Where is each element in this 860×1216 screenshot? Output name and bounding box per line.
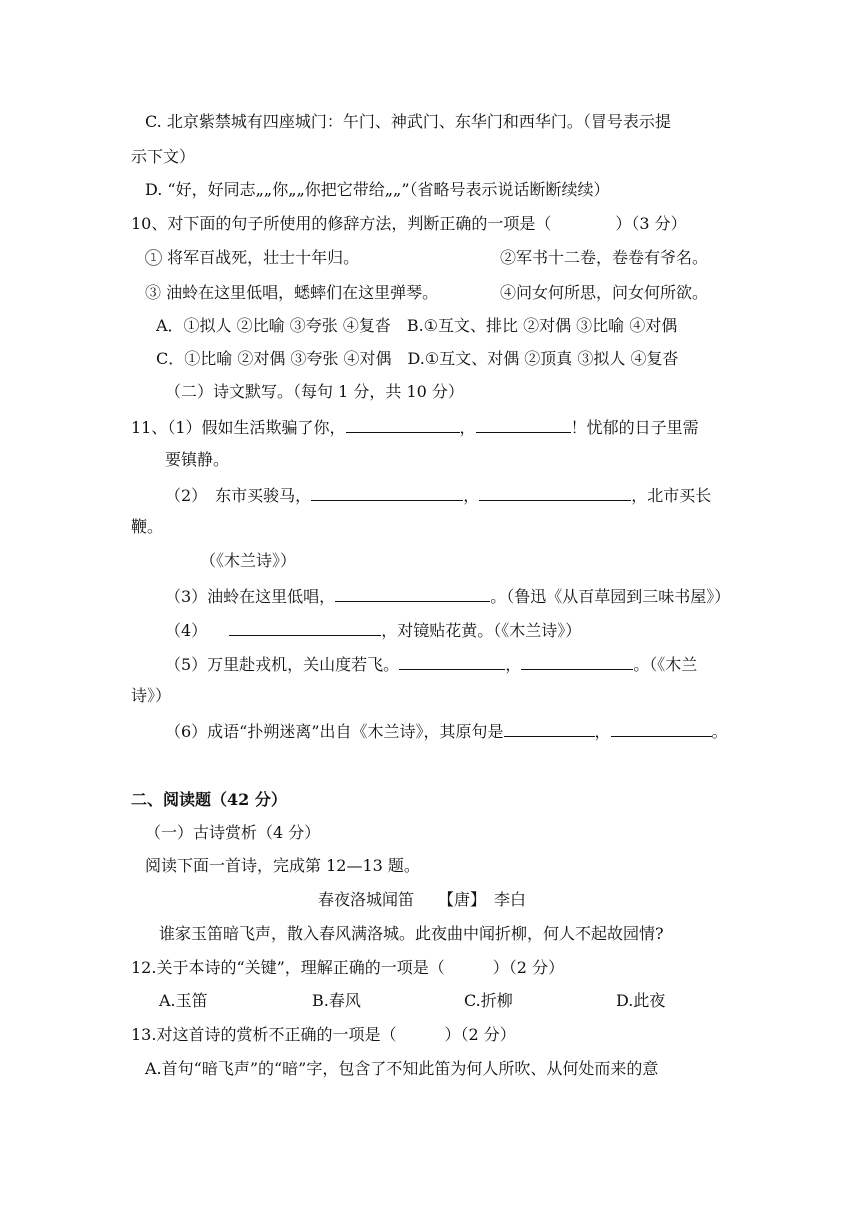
- q9-option-c-line2: 示下文）: [131, 147, 196, 166]
- q11-item-1-cont: 要镇静。: [165, 450, 230, 469]
- q10-sentence-3: ③ 油蛉在这里低唱，蟋蟀们在这里弹琴。: [145, 283, 439, 302]
- q10-sentence-1: [145, 247, 359, 269]
- answer-blank[interactable]: [399, 652, 505, 670]
- q9-option-c-line1: C. 北京紫禁城有四座城门：午门、神武门、东华门和西华门。（冒号表示提: [145, 112, 671, 131]
- q11-2-text: （2） 东市买骏马，: [165, 486, 312, 505]
- answer-blank[interactable]: [504, 719, 595, 737]
- q11-1-tail: ！忧郁的日子里需: [570, 418, 699, 437]
- poem-title: 春夜洛城闻笛 【唐】 李白: [318, 890, 527, 909]
- q13-option-a: A.首句“暗飞声”的“暗”字，包含了不知此笛为何人所吹、从何处而来的意: [145, 1059, 659, 1078]
- reading-intro: 阅读下面一首诗，完成第 12—13 题。: [145, 856, 420, 875]
- q11-6-text: （6）成语“扑朔迷离”出自《木兰诗》，其原句是: [165, 722, 504, 741]
- comma: ，: [459, 418, 476, 437]
- q10-sentence-1-text: 将军百战死，壮士十年归。: [167, 248, 360, 267]
- comma: ，: [463, 486, 480, 505]
- q12-stem: 12.关于本诗的“关键”，理解正确的一项是（ ）（2 分）: [131, 958, 565, 977]
- answer-blank[interactable]: [521, 652, 633, 670]
- q11-3-tail: 。（鲁迅《从百草园到三味书屋》）: [490, 587, 731, 606]
- answer-blank[interactable]: [611, 719, 712, 737]
- q11-5-tail: 。（《木兰: [633, 655, 698, 674]
- q11-4-tail: ，对镜贴花黄。（《木兰诗》）: [381, 621, 582, 640]
- q11-3-text: （3）油蛉在这里低唱，: [165, 587, 336, 606]
- q11-item-5-cont: 诗》）: [131, 686, 172, 705]
- q11-item-4: [165, 618, 581, 642]
- q11-item-1: [131, 415, 699, 439]
- q10-options-ab: A．①拟人 ②比喻 ③夸张 ④复沓 B.①互文、排比 ②对偶 ③比喻 ④对偶: [156, 316, 678, 335]
- answer-blank[interactable]: [229, 618, 381, 636]
- q10-options-cd: C．①比喻 ②对偶 ③夸张 ④对偶 D.①互文、对偶 ②顶真 ③拟人 ④复沓: [156, 349, 679, 368]
- comma: ，: [594, 722, 611, 741]
- circled-number-1: 1: [145, 249, 162, 266]
- q12-option-c: C.折柳: [464, 991, 513, 1010]
- q9-option-d: D. “好，好同志„„你„„你把它带给„„”（省略号表示说话断断续续）: [145, 180, 610, 199]
- q11-4-label: （4）: [165, 621, 208, 640]
- answer-blank[interactable]: [346, 415, 460, 433]
- q11-item-5: [165, 652, 697, 676]
- q12-option-a: A.玉笛: [159, 991, 208, 1010]
- q10-stem: 10、对下面的句子所使用的修辞方法，判断正确的一项是（ ）（3 分）: [131, 214, 687, 233]
- section2-title: 二、阅读题（42 分）: [131, 790, 287, 809]
- comma: ，: [505, 655, 522, 674]
- q13-stem: 13.对这首诗的赏析不正确的一项是（ ）（2 分）: [131, 1025, 516, 1044]
- q11-item-2: [165, 483, 711, 507]
- q12-option-b: B.春风: [312, 991, 361, 1010]
- section-recite-heading: （二）诗文默写。（每句 1 分，共 10 分）: [165, 382, 464, 401]
- q11-item-2-source: （《木兰诗》）: [200, 551, 297, 570]
- q12-option-d: D.此夜: [616, 991, 666, 1010]
- q11-5-text: （5）万里赴戎机，关山度若飞。: [165, 655, 400, 674]
- q11-item-6: [165, 719, 728, 743]
- q10-sentence-4: ④问女何所思，问女何所欲。: [500, 283, 709, 302]
- answer-blank[interactable]: [335, 584, 490, 602]
- q11-1-text: 11、（1）假如生活欺骗了你，: [131, 418, 346, 437]
- answer-blank[interactable]: [311, 483, 463, 501]
- q10-sentence-2: ②军书十二卷，卷卷有爷名。: [500, 248, 709, 267]
- q11-item-2-cont: 鞭。: [131, 517, 164, 536]
- period: 。: [711, 722, 728, 741]
- poem-body: 谁家玉笛暗飞声，散入春风满洛城。此夜曲中闻折柳，何人不起故园情?: [159, 924, 664, 943]
- q11-item-3: [165, 584, 730, 608]
- answer-blank[interactable]: [476, 415, 571, 433]
- section2-sub1: （一）古诗赏析（4 分）: [145, 823, 321, 842]
- q11-2-tail: ，北市买长: [631, 486, 712, 505]
- answer-blank[interactable]: [479, 483, 631, 501]
